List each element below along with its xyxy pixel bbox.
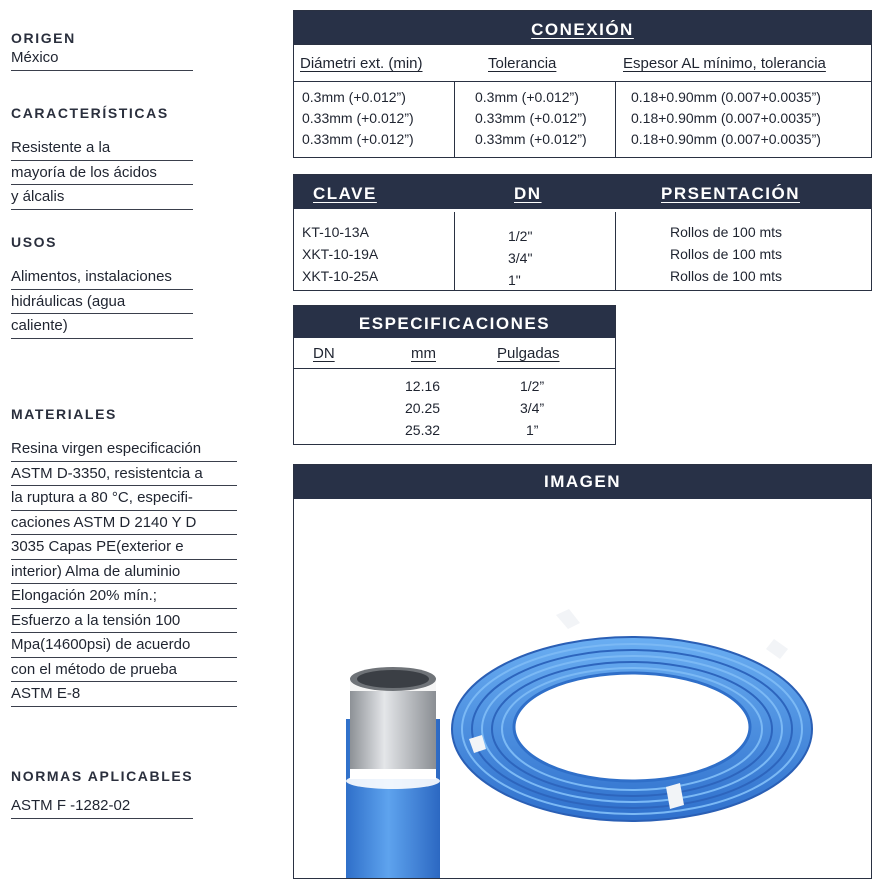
table-cell: Rollos de 100 mts — [670, 246, 783, 262]
materiales-lines — [11, 437, 237, 707]
table-cell: 0.18+0.90mm (0.007+0.0035”) — [631, 131, 821, 147]
materiales-line: interior) Alma de aluminio — [11, 560, 237, 585]
imagen-header — [294, 465, 871, 499]
normas-title: NORMAS APLICABLES — [11, 768, 194, 784]
divider — [615, 212, 616, 290]
materiales-line: caciones ASTM D 2140 Y D — [11, 511, 237, 536]
caracteristicas-line: Resistente a la — [11, 136, 193, 161]
table-cell: 0.33mm (+0.012”) — [302, 131, 414, 147]
origen-title: ORIGEN — [11, 30, 76, 46]
table-cell: 1" — [508, 272, 521, 288]
col-header-mm: mm — [411, 345, 436, 362]
table-cell: KT-10-13A — [302, 224, 369, 240]
materiales-line: Elongación 20% mín.; — [11, 584, 237, 609]
col-header-espesor: Espesor AL mínimo, tolerancia — [623, 55, 826, 72]
materiales-line: ASTM D-3350, resistentcia a — [11, 462, 237, 487]
divider — [454, 212, 455, 290]
materiales-line: Resina virgen especificación — [11, 437, 237, 462]
divider — [294, 44, 871, 45]
pex-al-pex-pipe-coil-icon — [294, 499, 871, 878]
table-cell: 1” — [526, 422, 539, 438]
table-cell: XKT-10-25A — [302, 268, 379, 284]
usos-line: Alimentos, instalaciones — [11, 265, 193, 290]
table-cell: 3/4” — [520, 400, 545, 416]
pipe-cross-section — [346, 667, 440, 878]
materiales-line: 3035 Capas PE(exterior e — [11, 535, 237, 560]
divider — [294, 81, 871, 82]
col-header-clave: CLAVE — [313, 184, 377, 203]
pipe-coil — [452, 609, 812, 821]
table-cell: 20.25 — [405, 400, 441, 416]
table-cell: 0.3mm (+0.012”) — [302, 89, 406, 105]
table-cell: 3/4" — [508, 250, 533, 266]
usos-lines — [11, 265, 193, 339]
table-cell: 0.3mm (+0.012”) — [475, 89, 579, 105]
col-header-dn: DN — [514, 184, 542, 203]
materiales-line: con el método de prueba — [11, 658, 237, 683]
divider — [454, 81, 455, 157]
normas-lines — [11, 794, 193, 819]
conexion-title: CONEXIÓN — [531, 20, 634, 39]
origen-lines — [11, 46, 193, 71]
imagen-panel — [293, 464, 872, 879]
col-header-dn: DN — [313, 345, 335, 362]
table-cell: 0.18+0.90mm (0.007+0.0035”) — [631, 110, 821, 126]
materiales-line: Mpa(14600psi) de acuerdo — [11, 633, 237, 658]
caracteristicas-lines — [11, 136, 193, 210]
table-cell: Rollos de 100 mts — [670, 268, 783, 284]
conexion-header — [294, 11, 871, 44]
divider — [294, 368, 615, 369]
col-header-pulgadas: Pulgadas — [497, 345, 560, 362]
clave-table — [293, 174, 872, 291]
usos-title: USOS — [11, 234, 58, 250]
table-cell: 0.18+0.90mm (0.007+0.0035”) — [631, 89, 821, 105]
clave-header — [294, 175, 871, 209]
materiales-line: ASTM E-8 — [11, 682, 237, 707]
divider — [615, 81, 616, 157]
col-header-tolerancia: Tolerancia — [488, 55, 557, 72]
usos-line: hidráulicas (agua — [11, 290, 193, 315]
caracteristicas-line: mayoría de los ácidos — [11, 161, 193, 186]
materiales-title: MATERIALES — [11, 406, 117, 422]
table-cell: 0.33mm (+0.012”) — [302, 110, 414, 126]
materiales-line: la ruptura a 80 °C, especifi- — [11, 486, 237, 511]
normas-line: ASTM F -1282-02 — [11, 794, 193, 819]
table-cell: XKT-10-19A — [302, 246, 379, 262]
table-cell: Rollos de 100 mts — [670, 224, 783, 240]
table-cell: 0.33mm (+0.012”) — [475, 110, 587, 126]
especificaciones-header — [294, 306, 615, 338]
usos-line: caliente) — [11, 314, 193, 339]
materiales-line: Esfuerzo a la tensión 100 — [11, 609, 237, 634]
caracteristicas-title: CARACTERÍSTICAS — [11, 105, 169, 121]
imagen-title: IMAGEN — [544, 472, 621, 491]
table-cell: 12.16 — [405, 378, 441, 394]
especificaciones-table — [293, 305, 616, 445]
caracteristicas-line: y álcalis — [11, 185, 193, 210]
origen-line: México — [11, 46, 193, 71]
conexion-table — [293, 10, 872, 158]
col-header-diametro: Diámetri ext. (min) — [300, 55, 423, 72]
table-cell: 1/2" — [508, 228, 533, 244]
pipe-image — [294, 499, 871, 878]
table-cell: 0.33mm (+0.012”) — [475, 131, 587, 147]
table-cell: 1/2” — [520, 378, 545, 394]
col-header-presentacion: PRSENTACIÓN — [661, 184, 800, 203]
especificaciones-title: ESPECIFICACIONES — [358, 314, 551, 333]
table-cell: 25.32 — [405, 422, 441, 438]
